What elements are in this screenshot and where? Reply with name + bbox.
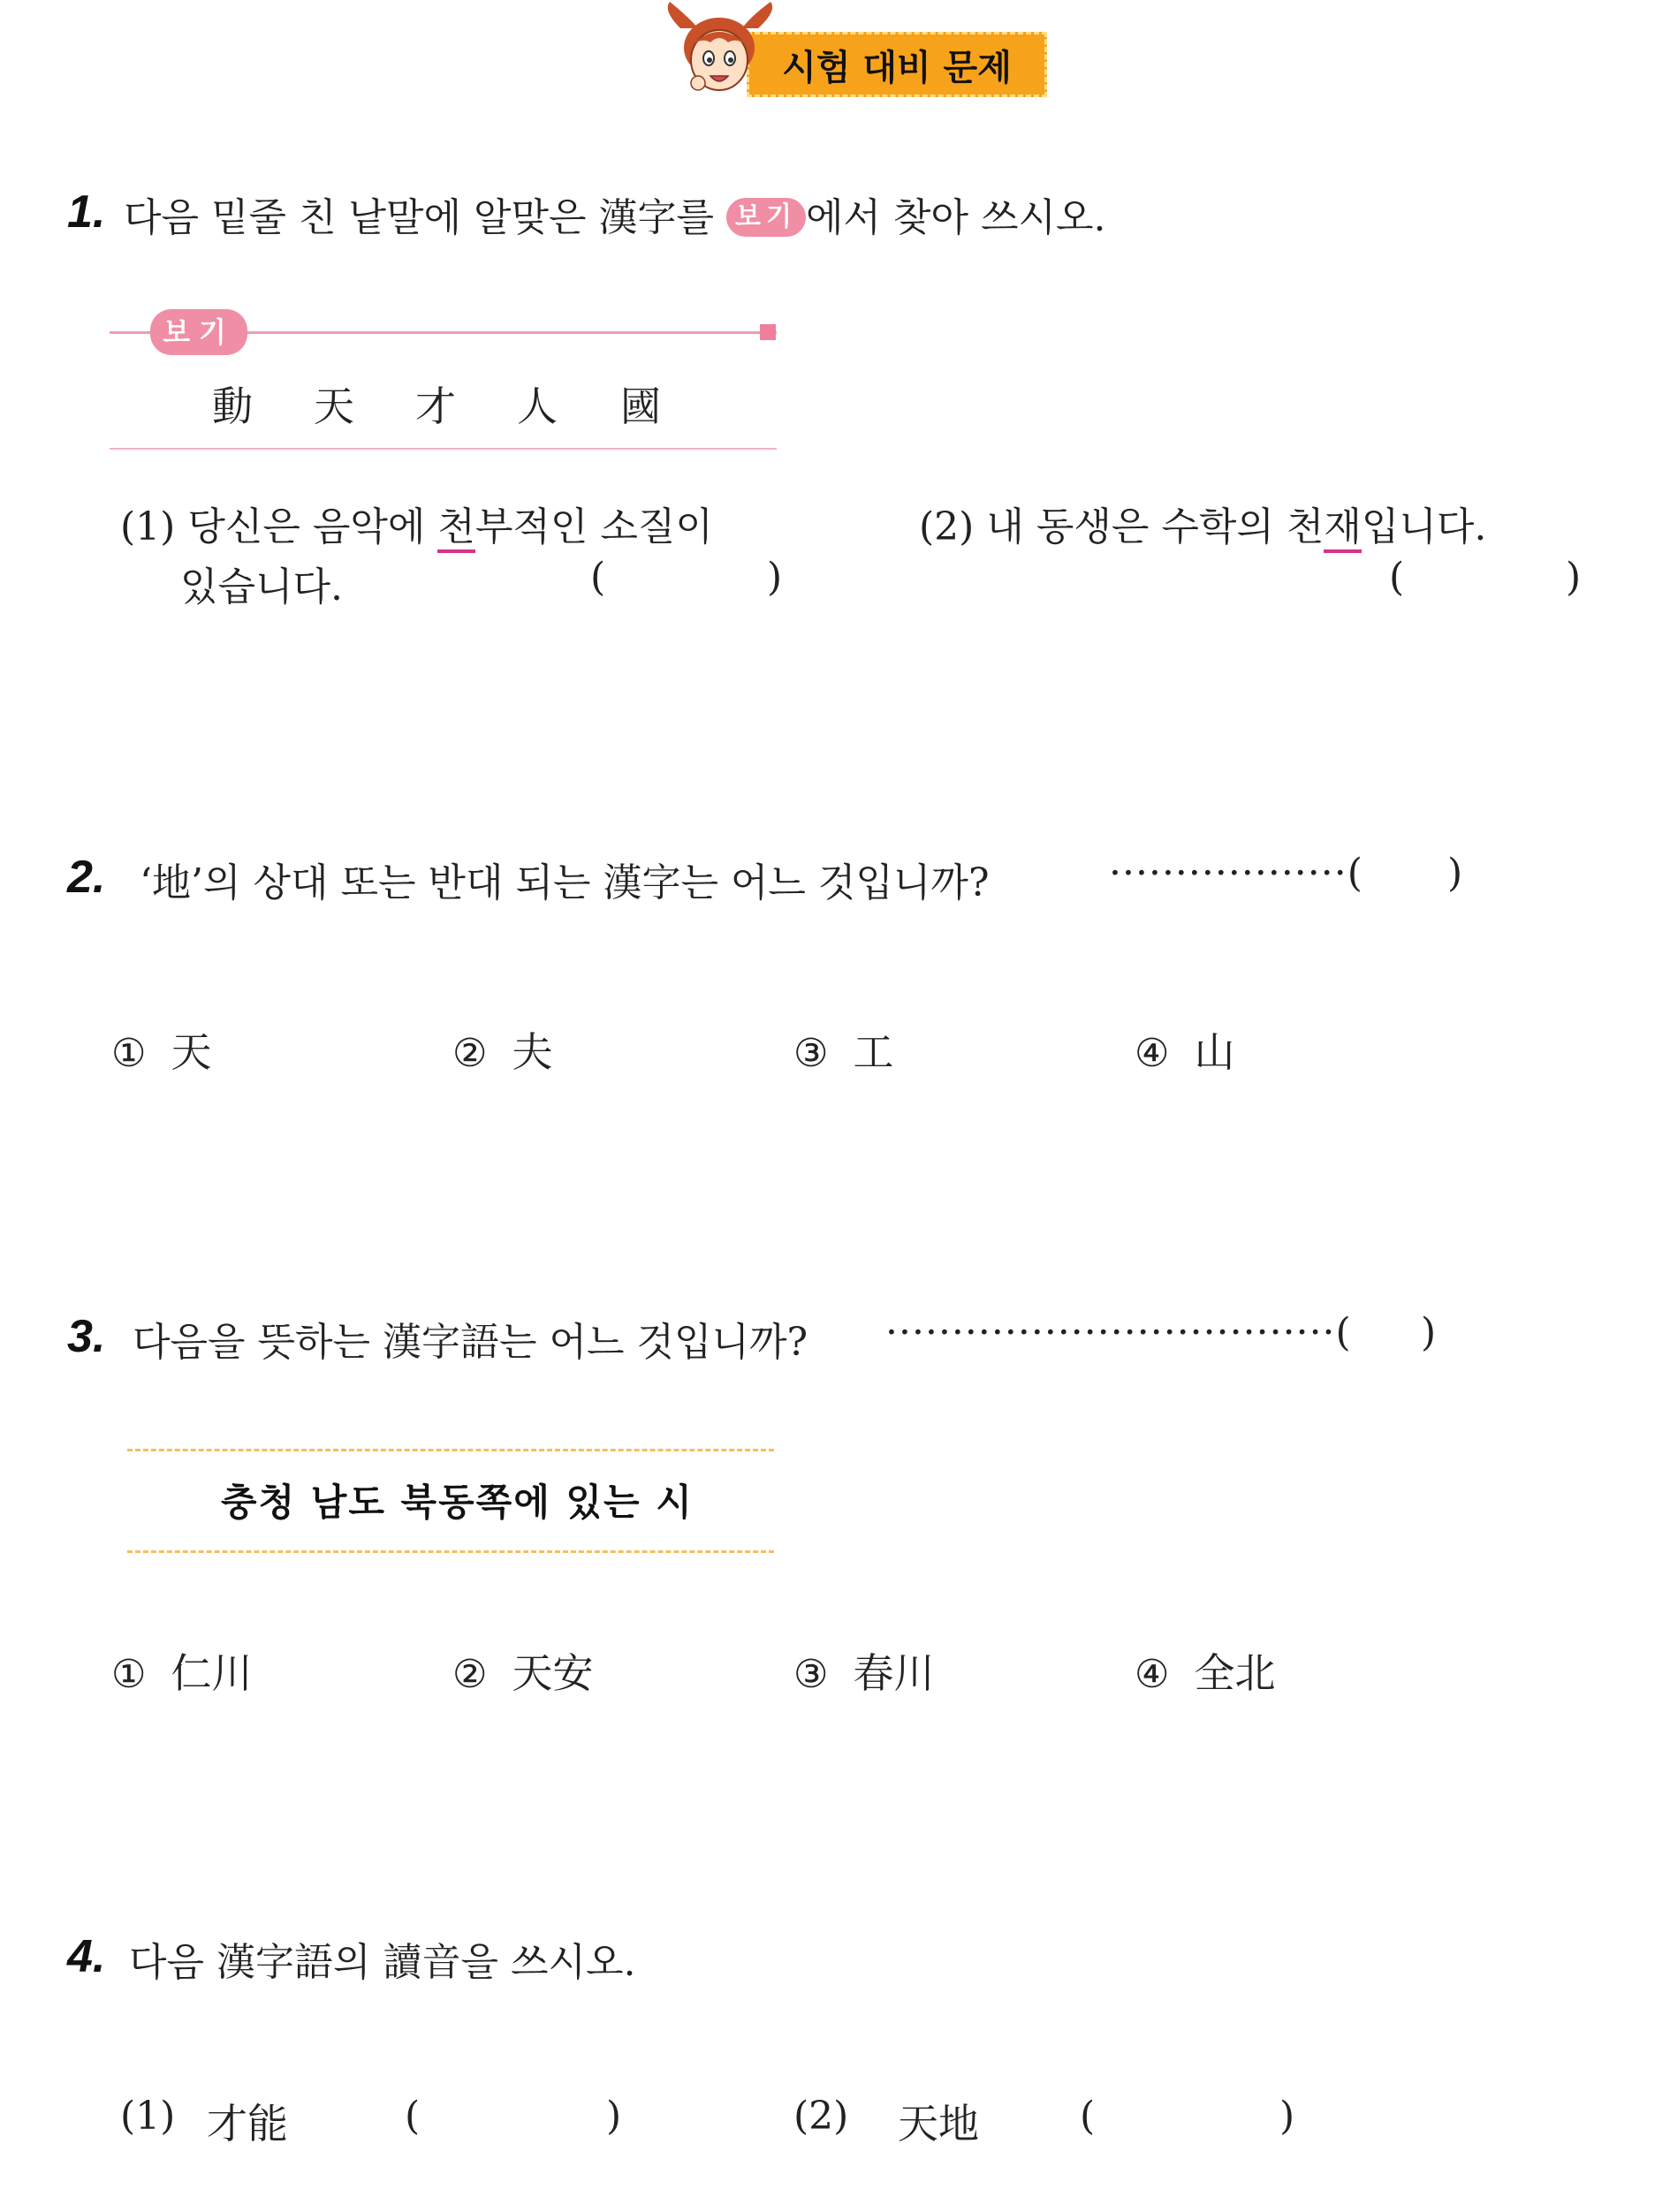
option-text: 工 <box>853 1028 894 1076</box>
option-number: ④ <box>1135 1652 1170 1697</box>
q3-answer-close: ) <box>1421 1310 1437 1355</box>
q3-option <box>793 1641 934 1700</box>
option-text: 春川 <box>853 1649 935 1697</box>
q4-item2-number: (2) <box>793 2094 849 2139</box>
q3-question: 다음을 뜻하는 漢字語는 어느 것입니까? <box>133 1320 808 1365</box>
option-number: ④ <box>1135 1031 1170 1076</box>
definition-top-dashed-line <box>127 1449 774 1451</box>
option-number: ② <box>452 1031 488 1076</box>
option-text: 天 <box>171 1028 212 1076</box>
q3-answer-leader: ··································( <box>885 1310 1352 1355</box>
q1-sub1-line1 <box>120 495 713 551</box>
q3-definition: 충청 남도 북동쪽에 있는 시 <box>221 1481 694 1524</box>
bogi-char: 天 <box>314 383 354 430</box>
q4-item1-text: 才能 <box>207 2100 288 2148</box>
q3-number: 3. <box>67 1311 106 1362</box>
option-number: ① <box>111 1031 147 1076</box>
option-text: 夫 <box>512 1028 553 1076</box>
girl-mascot-icon <box>663 2 778 101</box>
q4-item1-answer-close: ) <box>606 2094 622 2139</box>
option-text: 天安 <box>512 1649 594 1697</box>
option-number: ③ <box>793 1031 829 1076</box>
q1-number: 1. <box>67 186 106 238</box>
bogi-line-end-square <box>760 324 776 340</box>
bogi-char: 動 <box>212 383 253 430</box>
q3-option <box>1135 1641 1275 1700</box>
q2-question: ‘地’의 상대 또는 반대 되는 漢字는 어느 것입니까? <box>140 860 990 905</box>
bogi-char: 人 <box>517 383 558 430</box>
q2-number: 2. <box>67 852 106 903</box>
q2-option <box>1135 1020 1234 1079</box>
q4-item2-text: 天地 <box>898 2100 979 2148</box>
q1-sub2-pre: 내 동생은 수학의 천 <box>986 504 1325 549</box>
q1-sub1-answer-open: ( <box>590 555 606 600</box>
q1-sub2-underlined: 재 <box>1324 504 1362 553</box>
option-number: ② <box>452 1652 488 1697</box>
q1-text-post: 에서 찾아 쓰시오. <box>805 195 1106 240</box>
definition-bottom-dashed-line <box>127 1550 774 1553</box>
q2-option <box>452 1020 552 1079</box>
q1-text-pre: 다음 밑줄 친 낱말에 알맞은 漢字를 <box>124 195 714 240</box>
q3-option <box>111 1641 252 1700</box>
bogi-char: 才 <box>415 383 456 430</box>
q4-item2-answer-close: ) <box>1279 2094 1295 2139</box>
header-title-box <box>747 32 1047 97</box>
q2-option <box>111 1020 211 1079</box>
option-text: 全北 <box>1194 1649 1276 1697</box>
q2-answer-close: ) <box>1447 851 1463 896</box>
q1-sub2-answer-open: ( <box>1389 555 1405 600</box>
q1-sub2-line1 <box>919 495 1486 551</box>
q1-sub2-number: (2) <box>919 504 975 549</box>
q1-sub1-answer-close: ) <box>767 555 783 600</box>
bogi-bottom-line <box>110 448 777 450</box>
bogi-label-badge: 보기 <box>150 309 247 355</box>
option-number: ① <box>111 1652 147 1697</box>
q4-item1-answer-open: ( <box>405 2094 421 2139</box>
header-badge <box>663 2 1051 101</box>
header-title: 시험 대비 문제 <box>782 47 1012 88</box>
q2-answer-leader: ··················( <box>1109 851 1363 896</box>
option-text: 仁川 <box>171 1649 253 1697</box>
q1-bogi-inline-badge: 보기 <box>726 198 806 237</box>
q1-sub1-underlined: 천 <box>437 504 475 553</box>
q1-sub1-post: 부적인 소질이 <box>474 504 713 549</box>
option-text: 山 <box>1194 1028 1235 1076</box>
q1-sub2-post: 입니다. <box>1361 504 1487 549</box>
q4-item2-answer-open: ( <box>1080 2094 1096 2139</box>
q1-sub1-number: (1) <box>120 504 176 549</box>
q1-sub2-answer-close: ) <box>1566 555 1582 600</box>
bogi-char: 國 <box>620 383 661 430</box>
q1-sub1-pre: 당신은 음악에 <box>187 504 438 549</box>
q3-option <box>452 1641 593 1700</box>
q1-sub1-line2: 있습니다. <box>180 564 344 610</box>
option-number: ③ <box>793 1652 829 1697</box>
q2-option <box>793 1020 893 1079</box>
q4-number: 4. <box>67 1931 106 1982</box>
q4-item1-number: (1) <box>120 2094 176 2139</box>
q4-question: 다음 漢字語의 讀音을 쓰시오. <box>129 1940 636 1985</box>
q1-question <box>124 186 1105 242</box>
